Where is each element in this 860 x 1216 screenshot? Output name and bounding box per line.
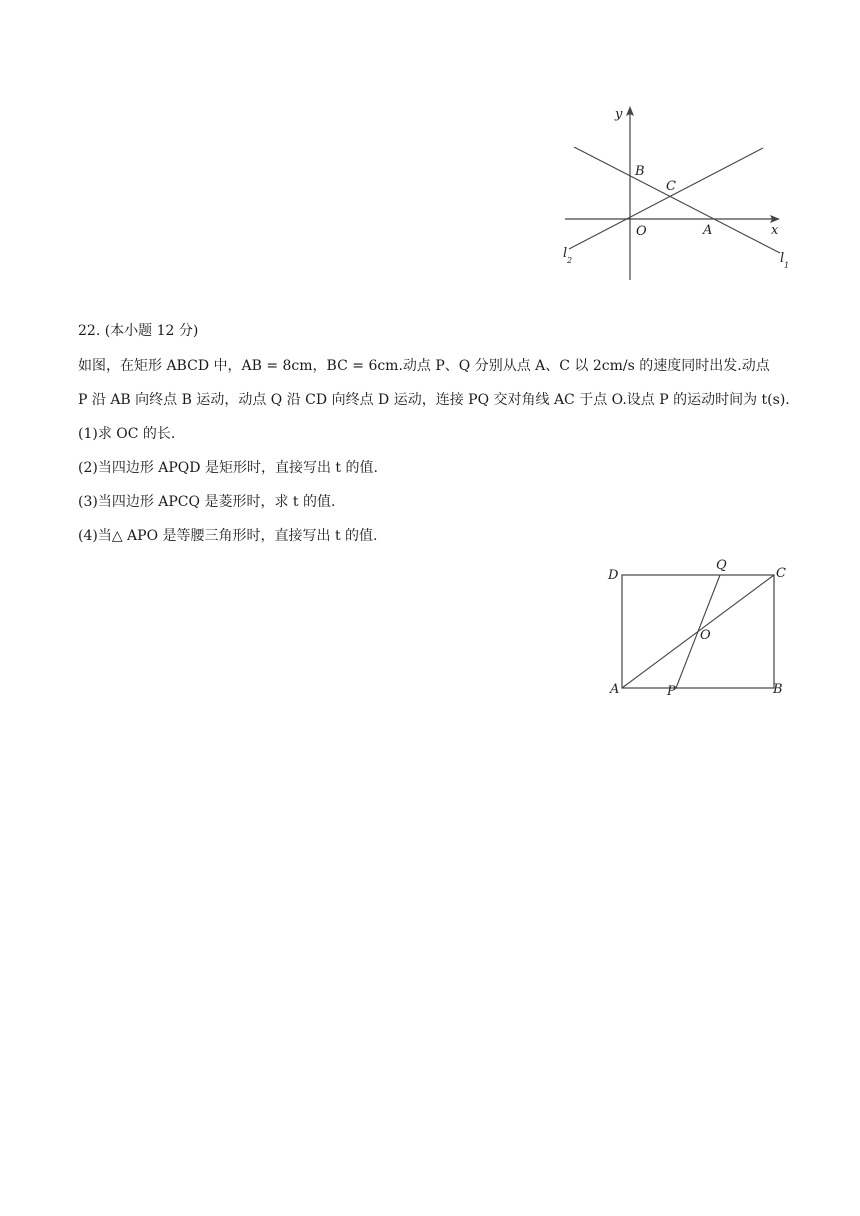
problem-statement-line2: P 沿 AB 向终点 B 运动，动点 Q 沿 CD 向终点 D 运动，连接 PQ 交对角线 AC 于点 O.设点 P 的运动时间为 t(s).: [78, 392, 790, 408]
label-l1-subscript: 1: [784, 261, 790, 270]
label-l2: l: [563, 246, 568, 261]
label-o: O: [636, 224, 647, 239]
rectangle-figure: [600, 555, 800, 705]
label-o: O: [700, 628, 711, 643]
label-b: B: [773, 682, 783, 697]
label-a: A: [610, 682, 620, 697]
label-d: D: [608, 568, 619, 583]
segment-pq: [676, 575, 720, 688]
line-l1: [574, 147, 780, 253]
problem-statement-line1: 如图，在矩形 ABCD 中，AB = 8cm，BC = 6cm.动点 P、Q 分别从点 A、C 以 2cm/s 的速度同时出发.动点: [78, 358, 770, 374]
label-x: x: [771, 223, 779, 238]
label-l2-subscript: 2: [567, 256, 573, 265]
problem-header: 22. (本小题 12 分): [78, 323, 199, 339]
coordinate-figure: [555, 100, 795, 285]
label-c: C: [666, 179, 676, 194]
label-b: B: [635, 164, 645, 179]
question-4: (4)当△ APO 是等腰三角形时，直接写出 t 的值.: [78, 528, 378, 544]
question-2: (2)当四边形 APQD 是矩形时，直接写出 t 的值.: [78, 460, 378, 476]
label-c: C: [776, 566, 786, 581]
label-q: Q: [716, 558, 727, 573]
question-1: (1)求 OC 的长.: [78, 426, 176, 442]
label-p: P: [667, 684, 676, 699]
question-3: (3)当四边形 APCQ 是菱形时，求 t 的值.: [78, 494, 336, 510]
line-l2: [569, 148, 763, 249]
label-l1: l: [780, 251, 785, 266]
label-y: y: [615, 107, 623, 122]
label-a: A: [703, 223, 713, 238]
